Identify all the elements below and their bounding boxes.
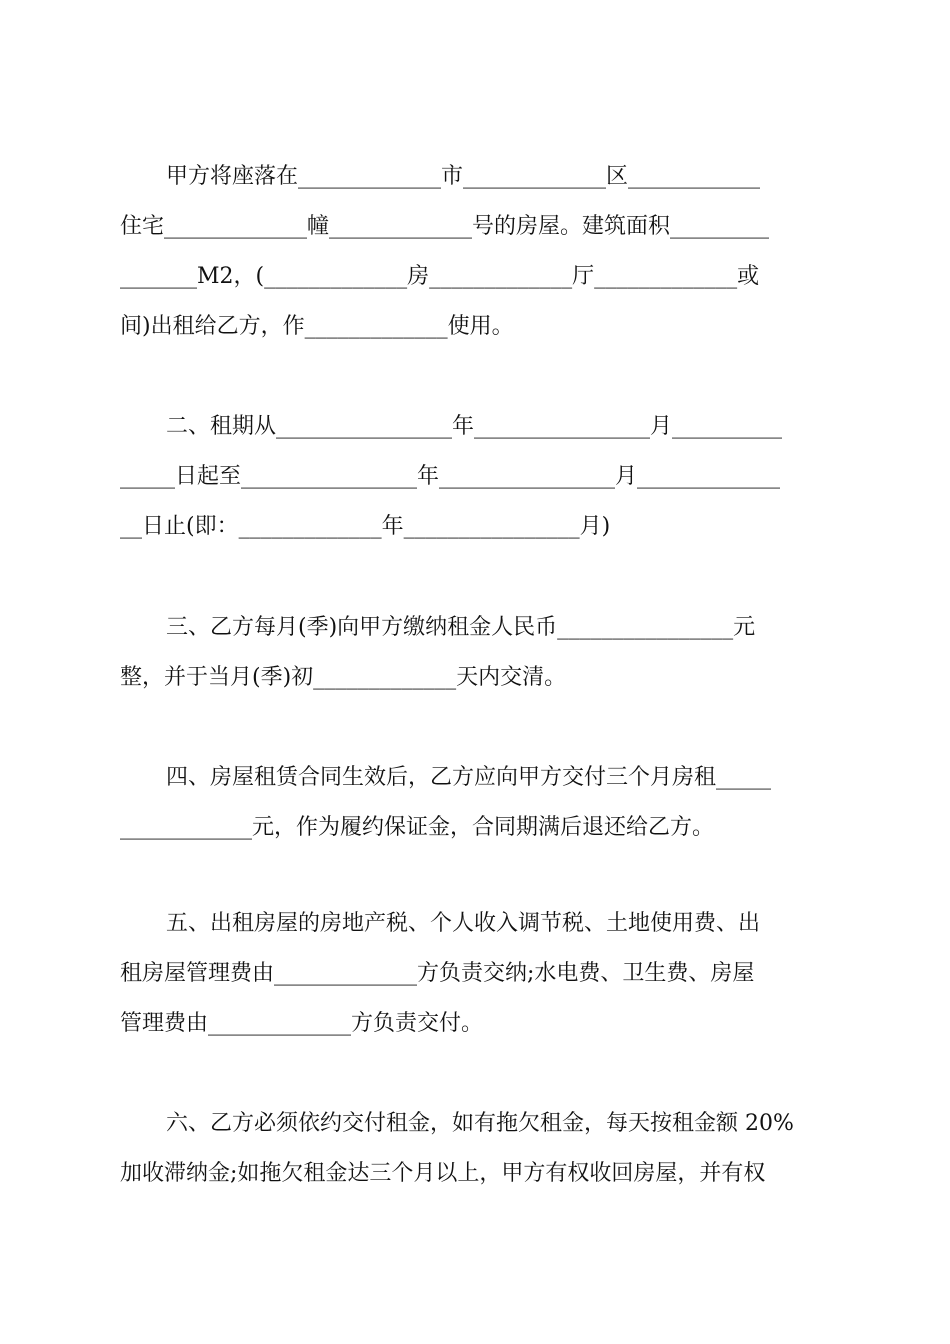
paragraph-1-line-1: 甲方将座落在_____________市_____________区____________ [166,164,761,189]
paragraph-1-line-3: _______M2，(_____________房_____________厅_____________或 [120,264,760,289]
paragraph-3-line-1: 三、乙方每月(季)向甲方缴纳租金人民币________________元 [166,615,756,640]
paragraph-2-line-3: __日止(即：_____________年________________月) [120,514,611,539]
paragraph-5-line-3: 管理费由_____________方负责交付。 [120,1011,484,1036]
paragraph-1-line-2: 住宅_____________幢_____________号的房屋。建筑面积_________ [120,214,770,239]
paragraph-5-line-2: 租房屋管理费由_____________方负责交纳;水电费、卫生费、房屋 [120,961,755,986]
paragraph-2-line-2: _____日起至________________年________________月_____________ [120,464,781,489]
paragraph-3-line-2: 整，并于当月(季)初_____________天内交清。 [120,665,567,690]
paragraph-2-line-1: 二、租期从________________年________________月__________ [166,414,783,439]
paragraph-6-line-2: 加收滞纳金;如拖欠租金达三个月以上，甲方有权收回房屋，并有权 [120,1161,766,1186]
paragraph-4-line-2: ____________元，作为履约保证金，合同期满后退还给乙方。 [120,815,715,840]
paragraph-4-line-1: 四、房屋租赁合同生效后，乙方应向甲方交付三个月房租_____ [166,765,772,790]
paragraph-6-line-1: 六、乙方必须依约交付租金，如有拖欠租金，每天按租金额 20% [166,1111,794,1136]
paragraph-1-line-4: 间)出租给乙方，作_____________使用。 [120,314,514,339]
paragraph-5-line-1: 五、出租房屋的房地产税、个人收入调节税、土地使用费、出 [166,911,761,936]
